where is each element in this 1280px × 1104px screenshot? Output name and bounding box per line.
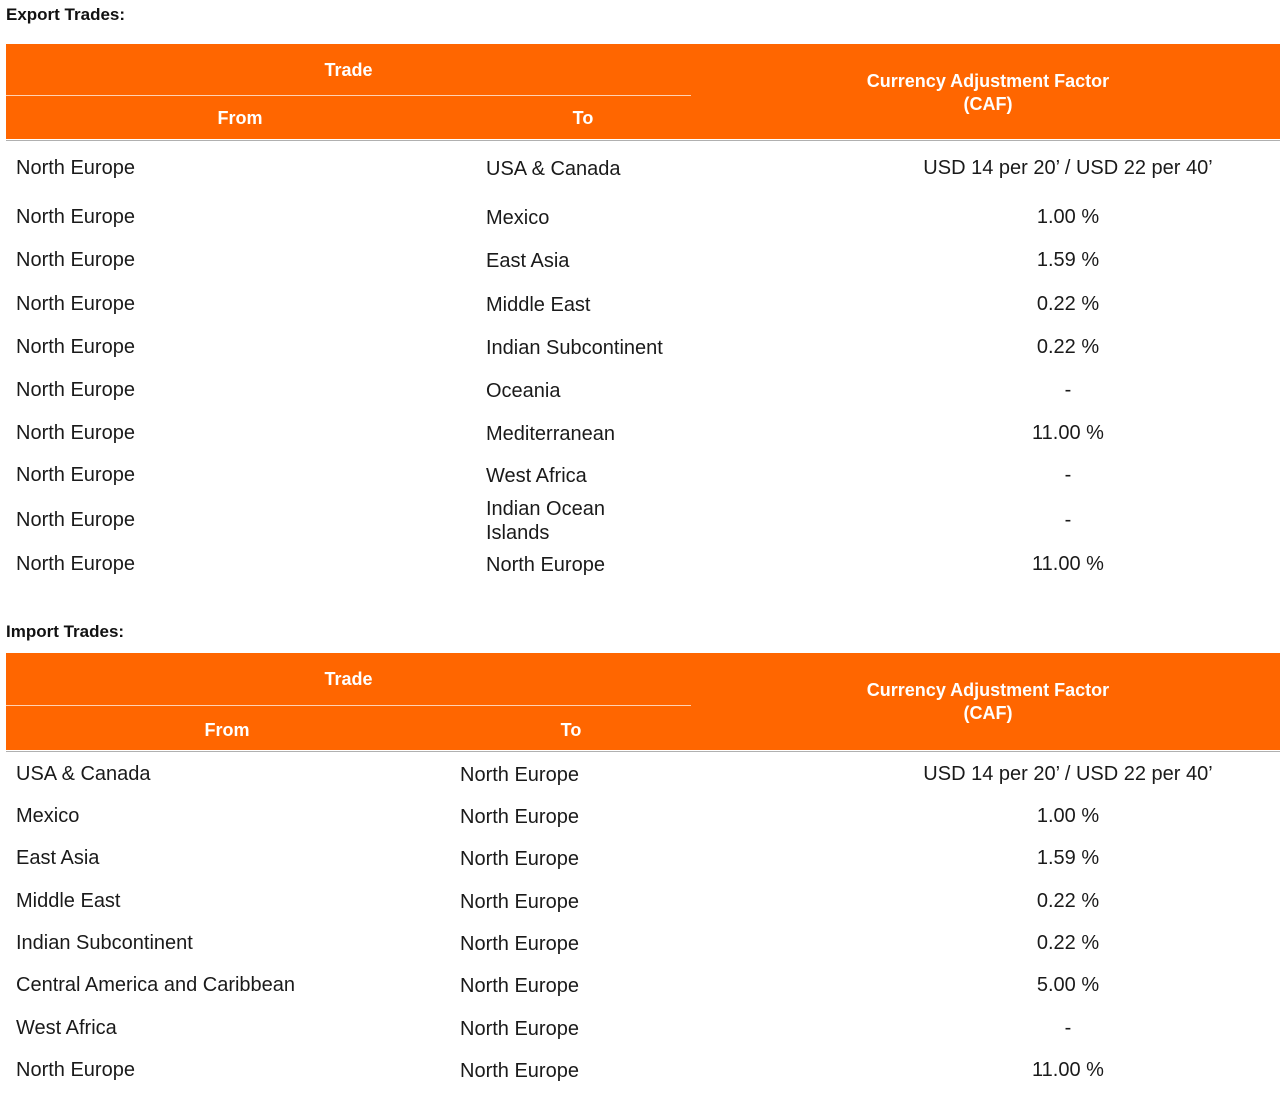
caf-cell: 0.22 % bbox=[1036, 932, 1100, 954]
to-cell: USA & Canada bbox=[486, 158, 621, 180]
export-caf-header-line2: (CAF) bbox=[963, 94, 1013, 114]
caf-cell: 0.22 % bbox=[1036, 890, 1100, 912]
caf-cell: 1.59 % bbox=[1036, 847, 1100, 869]
from-cell: Mexico bbox=[16, 805, 80, 827]
from-cell: USA & Canada bbox=[16, 763, 151, 785]
caf-cell: - bbox=[1064, 1017, 1072, 1039]
caf-cell: - bbox=[1064, 509, 1072, 531]
to-cell-line2: Islands bbox=[486, 522, 550, 544]
to-cell: Oceania bbox=[486, 380, 561, 402]
to-cell: Middle East bbox=[486, 294, 591, 316]
import-header-divider bbox=[6, 705, 691, 706]
caf-cell: - bbox=[1064, 464, 1072, 486]
from-cell: North Europe bbox=[16, 157, 135, 179]
to-cell: North Europe bbox=[460, 891, 579, 913]
export-trades-title: Export Trades: bbox=[6, 5, 126, 24]
import-header-rule bbox=[6, 751, 1280, 752]
to-cell: North Europe bbox=[460, 1060, 579, 1082]
export-caf-header-line1: Currency Adjustment Factor bbox=[866, 71, 1110, 91]
import-to-header: To bbox=[560, 720, 582, 740]
from-cell: North Europe bbox=[16, 464, 135, 486]
to-cell: North Europe bbox=[460, 764, 579, 786]
to-cell: North Europe bbox=[460, 975, 579, 997]
caf-cell: 1.00 % bbox=[1036, 805, 1100, 827]
from-cell: North Europe bbox=[16, 249, 135, 271]
from-cell: East Asia bbox=[16, 847, 100, 869]
from-cell: Central America and Caribbean bbox=[16, 974, 296, 996]
import-caf-header bbox=[696, 679, 1280, 725]
from-cell: North Europe bbox=[16, 206, 135, 228]
export-caf-header bbox=[696, 70, 1280, 116]
to-cell: North Europe bbox=[486, 554, 605, 576]
export-to-header: To bbox=[572, 108, 594, 128]
caf-cell: - bbox=[1064, 379, 1072, 401]
from-cell: North Europe bbox=[16, 1059, 135, 1081]
to-cell: East Asia bbox=[486, 250, 570, 272]
export-header-rule bbox=[6, 140, 1280, 141]
from-cell: North Europe bbox=[16, 553, 135, 575]
from-cell: North Europe bbox=[16, 293, 135, 315]
to-cell: Indian Subcontinent bbox=[486, 337, 663, 359]
import-from-header: From bbox=[204, 720, 250, 740]
import-trades-title: Import Trades: bbox=[6, 622, 125, 641]
export-table-header bbox=[6, 44, 1280, 139]
caf-cell: 5.00 % bbox=[1036, 974, 1100, 996]
from-cell: North Europe bbox=[16, 422, 135, 444]
caf-cell: 0.22 % bbox=[1036, 336, 1100, 358]
from-cell: North Europe bbox=[16, 336, 135, 358]
from-cell: West Africa bbox=[16, 1017, 117, 1039]
caf-cell: 1.00 % bbox=[1036, 206, 1100, 228]
from-cell: Middle East bbox=[16, 890, 121, 912]
to-cell: North Europe bbox=[460, 806, 579, 828]
to-cell: North Europe bbox=[460, 848, 579, 870]
to-cell-line1: Indian Ocean bbox=[486, 498, 605, 520]
export-from-header: From bbox=[217, 108, 263, 128]
caf-cell: 11.00 % bbox=[1032, 1059, 1104, 1081]
import-caf-header-line2: (CAF) bbox=[963, 703, 1013, 723]
to-cell: North Europe bbox=[460, 1018, 579, 1040]
from-cell: North Europe bbox=[16, 509, 135, 531]
caf-cell: 11.00 % bbox=[1032, 422, 1104, 444]
caf-cell: 11.00 % bbox=[1032, 553, 1104, 575]
to-cell: West Africa bbox=[486, 465, 587, 487]
to-cell: Mediterranean bbox=[486, 423, 615, 445]
import-trade-header: Trade bbox=[324, 669, 373, 689]
caf-cell: 1.59 % bbox=[1036, 249, 1100, 271]
caf-cell: 0.22 % bbox=[1036, 293, 1100, 315]
export-header-divider bbox=[6, 95, 691, 96]
caf-cell: USD 14 per 20’ / USD 22 per 40’ bbox=[923, 157, 1213, 179]
import-caf-header-line1: Currency Adjustment Factor bbox=[866, 680, 1110, 700]
import-table-header bbox=[6, 653, 1280, 750]
from-cell: North Europe bbox=[16, 379, 135, 401]
from-cell: Indian Subcontinent bbox=[16, 932, 193, 954]
to-cell: Mexico bbox=[486, 207, 550, 229]
to-cell bbox=[486, 497, 605, 545]
to-cell: North Europe bbox=[460, 933, 579, 955]
export-trade-header: Trade bbox=[324, 60, 373, 80]
caf-cell: USD 14 per 20’ / USD 22 per 40’ bbox=[923, 763, 1213, 785]
